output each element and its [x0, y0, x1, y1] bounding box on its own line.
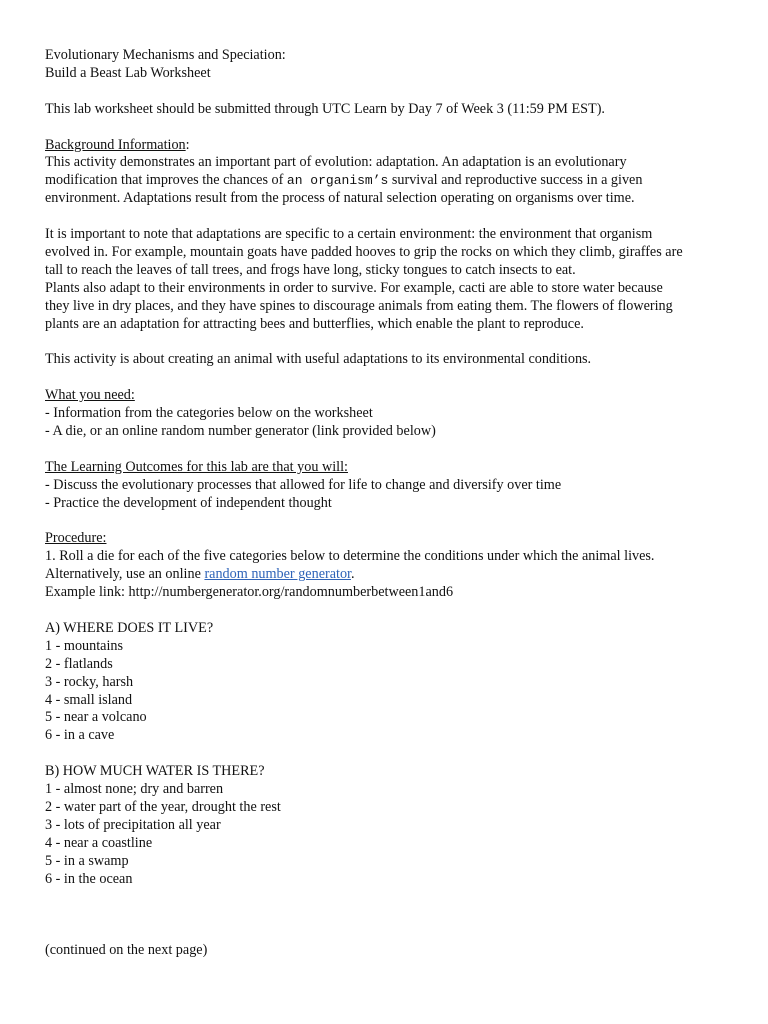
list-item: 4 - near a coastline [45, 834, 153, 851]
background-p2-line: evolved in. For example, mountain goats have padded hooves to grip the rocks on which they climb, giraffes are [45, 243, 683, 260]
list-item: 3 - lots of precipitation all year [45, 816, 221, 833]
background-p1-line: environment. Adaptations result from the process of natural selection operating on organisms over time. [45, 190, 635, 207]
list-item: 1 - mountains [45, 637, 124, 654]
text-span: modification that improves the chances of [45, 172, 287, 189]
background-heading: Background Information [45, 136, 186, 153]
text-span: . [351, 566, 355, 583]
background-p1-line [45, 172, 735, 190]
outcomes-heading-line [45, 459, 735, 477]
text-span: Alternatively, use an online [45, 566, 205, 583]
text-span: survival and reproductive success in a given [388, 172, 643, 189]
list-item: 2 - water part of the year, drought the rest [45, 798, 281, 815]
list-item: - A die, or an online random number generator (link provided below) [45, 422, 436, 439]
background-p2-line: plants are an adaptation for attracting bees and butterflies, which enable the plant to reproduce. [45, 315, 584, 332]
section-a-heading: A) WHERE DOES IT LIVE? [45, 619, 214, 636]
text-span-mono: an organism’s [286, 173, 389, 189]
list-item: 1 - almost none; dry and barren [45, 781, 224, 798]
section-b-heading: B) HOW MUCH WATER IS THERE? [45, 763, 265, 780]
list-item: - Practice the development of independent thought [45, 494, 332, 511]
document-body [45, 47, 735, 960]
what-you-need-heading: What you need: [45, 387, 135, 404]
list-item: 6 - in the ocean [45, 870, 133, 887]
procedure-step-1: 1. Roll a die for each of the five categories below to determine the conditions under which the animal lives. [45, 548, 655, 565]
what-you-need-heading-line [45, 387, 735, 405]
submission-note: This lab worksheet should be submitted through UTC Learn by Day 7 of Week 3 (11:59 PM EST). [45, 100, 605, 117]
list-item: 6 - in a cave [45, 727, 115, 744]
background-p2-line: they live in dry places, and they have spines to discourage animals from eating them. The flowers of flowering [45, 297, 673, 314]
random-number-generator-link[interactable]: random number generator [204, 566, 351, 583]
title-line-2: Build a Beast Lab Worksheet [45, 64, 211, 81]
background-p3: This activity is about creating an animal with useful adaptations to its environmental conditions. [45, 351, 592, 368]
list-item: 4 - small island [45, 691, 133, 708]
background-p2-line: It is important to note that adaptations are specific to a certain environment: the environment that organism [45, 226, 653, 243]
procedure-alternative [45, 566, 735, 584]
list-item: 3 - rocky, harsh [45, 673, 134, 690]
list-item: 5 - in a swamp [45, 852, 129, 869]
background-p2-line: tall to reach the leaves of tall trees, and frogs have long, sticky tongues to catch insects to eat. [45, 261, 576, 278]
procedure-heading-line [45, 530, 735, 548]
list-item: - Information from the categories below on the worksheet [45, 405, 373, 422]
background-p2-line: Plants also adapt to their environments in order to survive. For example, cacti are able to store water because [45, 279, 663, 296]
continued-footer: (continued on the next page) [45, 942, 208, 959]
list-item: 2 - flatlands [45, 655, 113, 672]
procedure-example-link: Example link: http://numbergenerator.org/randomnumberbetween1and6 [45, 584, 454, 601]
list-item: 5 - near a volcano [45, 709, 147, 726]
background-heading-line: Background Information: [45, 136, 190, 153]
title-line-1: Evolutionary Mechanisms and Speciation: [45, 47, 286, 63]
background-p1-line: This activity demonstrates an important part of evolution: adaptation. An adaptation is an evolutionary [45, 154, 627, 171]
procedure-heading: Procedure: [45, 530, 107, 547]
list-item: - Discuss the evolutionary processes that allowed for life to change and diversify over time [45, 476, 562, 493]
outcomes-heading: The Learning Outcomes for this lab are that you will: [45, 458, 348, 475]
